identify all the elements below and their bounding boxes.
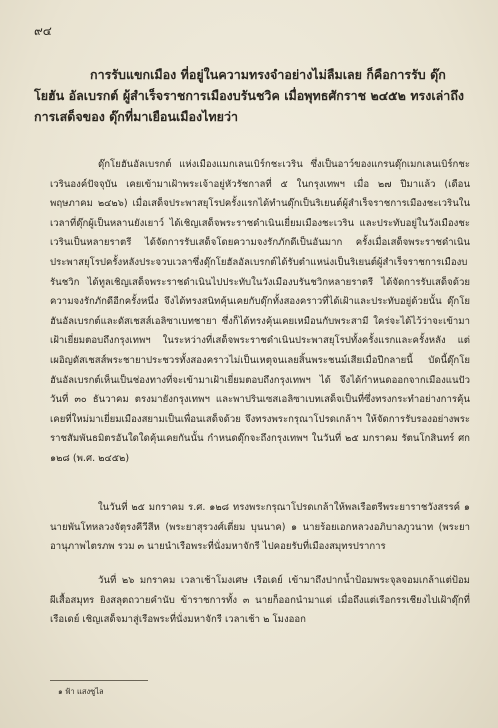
footnote: ๑ ฟ้า แสงซูไล (58, 687, 104, 696)
heading-line-1: การรับแขกเมือง ที่อยู่ในความทรงจำอย่างไม่ลืมเลย ก็คือการรับ ดุ๊ก (90, 67, 446, 82)
paragraph-text: ดุ๊กโยฮันอัลเบรกต์ แห่งเมืองแมกเลนเบิร์กชะเวริน ซึ่งเป็นอาว์ของแกรนดุ๊กเมกเลนเบิร์กชะเวรินองค์ปัจจุบัน เคยเข้ามาเฝ้าพระเจ้าอยู่หัวรัชกาลที่ ๕ ในกรุงเทพฯ เมื่อ ๒๗ ปีมาแล้ว (เดือนพฤษภาคม ๒๔๒๖) เมื่อเสด็จประพาสยุโรปครั้งแรกได้ทำนดุ๊กเป็นริเยนต์ผู้สำเร็จราชการเมืองชะเวรินในเวลาที่ดุ๊กผู้เป็นหลานยังเยาว์ ได้เชิญเสด็จพระราชดำเนินเยี่ยมเมืองชะเวริน และประทับอยู่ในวังเมืองชะเวรินเป็นหลายราตรี ได้จัดการรับเสด็จโดยความจงรักภักดีเป็นอันมาก ครั้งเมื่อเสด็จพระราชดำเนินประพาสยุโรปครั้งหลังประจวบเวลาซึ่งดุ๊กโยฮัลอัลเบรกต์ได้รับตำแหน่งเป็นริเยนต์ผู้สำเร็จราชการเมืองบรันชวิก ได้ทูลเชิญเสด็จพระราชดำเนินไปประทับในวังเมืองบรันชวิกหลายราตรี ได้จัดการรับเสด็จด้วยความจงรักภักดีอีกครั้งหนึ่ง จึงได้ทรงสนิทคุ้นเคยกับดุ๊กทั้งสองคราวที่ได้เฝ้าและประทับอยู่ด้วยนั้น ดุ๊กโยฮันอัลเบรกต์และดัสเชสส์เอลิซาเบทชายา ซึ่งก็ได้ทรงคุ้นเคยเหมือนกับพระสามี ใคร่จะได้ไว้ว่าจะเข้ามาเฝ้าเยี่ยมตอบถึงกรุงเทพฯ ในระหว่างที่เสด็จพระราชดำเนินประพาสยุโรปทั้งครั้งแรกและครั้งหลัง แต่เผอิญดัสเชสส์พระชายาประชวรทั้งสองคราวไม่เป็นเหตุจนเลยสิ้นพระชนม์เสียเมื่อปีกลายนี้ บัดนี้ดุ๊กโยฮันอัลเบรกต์เห็นเป็นช่องทางที่จะเข้ามาเฝ้าเยี่ยมตอบถึงกรุงเทพฯ ได้ จึงได้กำหนดออกจากเมืองแนปัว วันที่ ๓๐ ธันวาคม ตรงมายังกรุงเทพฯ และพาปรินเซสเอลิซาเบทเสด็จเป็นที่ซึ่งทรงกระทำอย่างการคุ้นเคยที่ใหม่มาเยี่ยมเมืองสยามเป็นเพื่อนเสด็จด้วย จึงทรงพระกรุณาโปรดเกล้าฯ ให้จัดการรับรองอย่างพระราชสัมพันธมิตรอันใดใดคุ้นเคยกันนั้น กำหนดดุ๊กจะถึงกรุงเทพฯ ในวันที่ ๒๕ มกราคม รัตนโกสินทร์ ศก ๑๒๘ (พ.ศ. ๒๔๕๒) (50, 159, 470, 464)
heading-line-2: โยฮัน อัลเบรกต์ ผู้สำเร็จราชการเมืองบรันชวิค เมื่อพุทธศักราช ๒๔๕๒ (34, 88, 406, 103)
heading-line-3: ทรงเล่าถึงการเสด็จของ ดุ๊กที่มาเยือนเมืองไทยว่า (34, 88, 464, 124)
paragraph-2 (50, 498, 470, 557)
page-number: ๙๔ (34, 24, 52, 38)
section-heading (34, 64, 464, 127)
footnote-rule (50, 680, 148, 681)
paragraph-1 (50, 155, 470, 469)
paragraph-3 (50, 571, 470, 630)
paragraph-text: วันที่ ๒๖ มกราคม เวลาเช้าโมงเศษ เรือเดย์ เข้ามาถึงปากน้ำป้อมพระจุลจอมเกล้าแต่ป้อมผีเสื้อสมุทร ยิงสลุตถวายคำนับ ข้าราชการทั้ง ๓ นายก็ออกนำมาแต่ เมื่อถึงแต่เรือกรรเชียงไปเฝ้าดุ๊กที่เรือเดย์ เชิญเสด็จมาสู่เรือพระที่นั่งมหาจักรี เวลาเช้า ๒ โมงออก (50, 575, 470, 626)
paragraph-text: ในวันที่ ๒๕ มกราคม ร.ศ. ๑๒๘ ทรงพระกรุณาโปรดเกล้าให้พลเรือตรีพระยาราชวังสรรค์ ๑ นายพันโทหลวงจัตุรงคีวีสีห (พระยาสุรวงศ์เตี่ยม บุนนาค) ๑ นายร้อยเอกหลวงอภิบาลภูวนาท (พระยาอานุภาพไตรภพ รวม ๓ นายนำเรือพระที่นั่งมหาจักรี ไปคอยรับที่เมืองสมุทรปราการ (50, 502, 470, 553)
